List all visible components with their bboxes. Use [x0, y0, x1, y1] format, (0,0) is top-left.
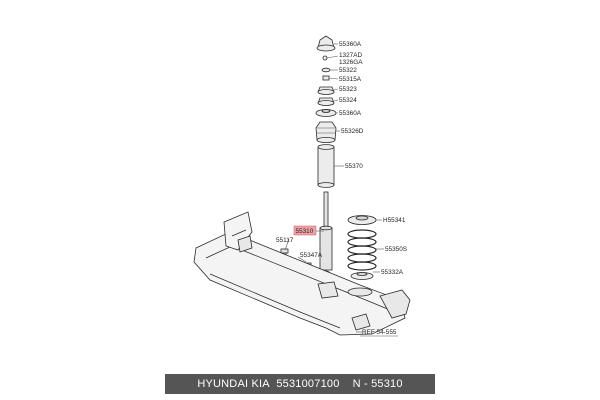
callout-label: 55326D: [341, 128, 364, 135]
highlighted-part-label: 55310: [295, 228, 314, 235]
spring-assembly: [348, 216, 376, 280]
callout-label: 55322: [339, 67, 357, 74]
callout-label: 55323: [339, 86, 357, 93]
callout-label: 1326GA: [339, 59, 363, 66]
callout-label: 55350S: [385, 246, 408, 253]
shock-absorber: [320, 192, 332, 281]
part-info-footer: [165, 374, 435, 394]
callout-label: 55117: [276, 237, 294, 244]
callout-label: H55341: [383, 217, 406, 224]
callout-label: 55360A: [339, 41, 362, 48]
part-number: 5531007100: [276, 378, 340, 390]
upper-mount-stack: [316, 36, 336, 187]
callout-label: 55370: [345, 163, 363, 170]
callout-label: 55315A: [339, 76, 362, 83]
callout-label: 55360A: [339, 110, 362, 117]
callout-label: 55324: [339, 97, 357, 104]
part-code: N - 55310: [352, 378, 403, 390]
reference-label: REF 54-555: [362, 329, 397, 336]
brand-label: HYUNDAI KIA: [197, 378, 270, 390]
callout-label: 55332A: [381, 269, 404, 276]
callout-label: 55347A: [300, 252, 323, 259]
callout-label: 1327AD: [339, 52, 363, 59]
